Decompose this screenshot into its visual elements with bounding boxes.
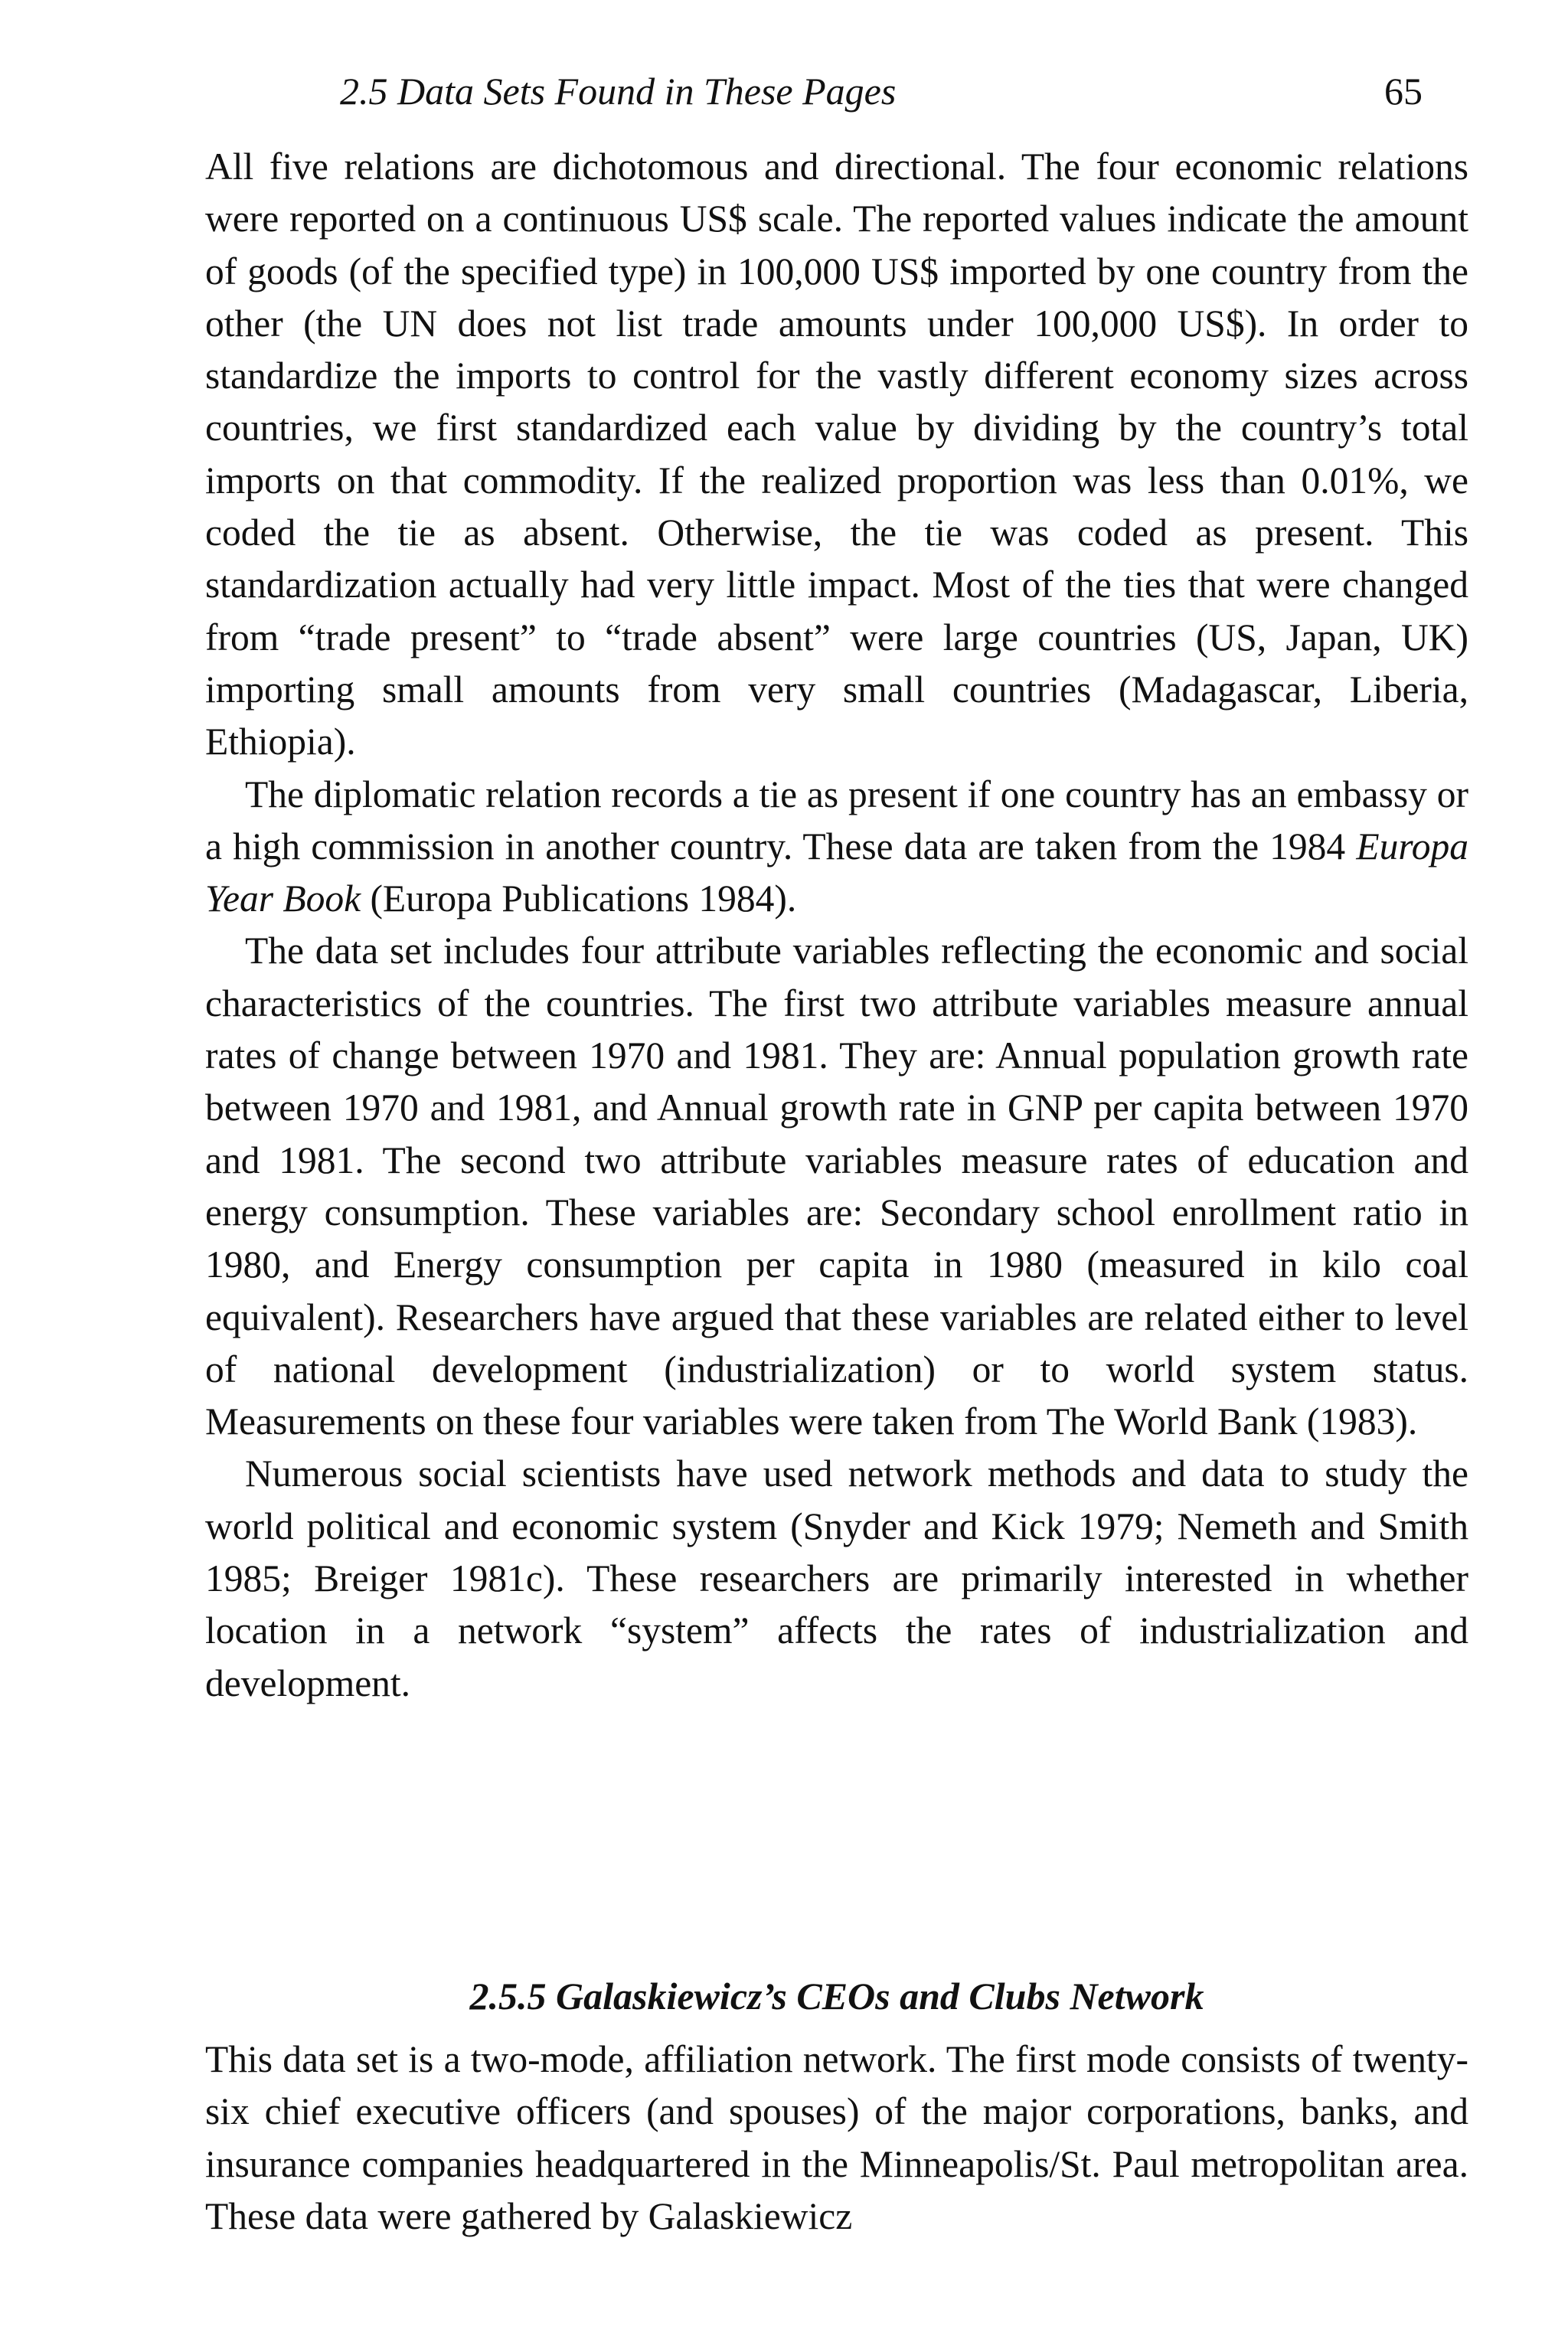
paragraph-ceos-clubs <box>205 2034 1468 2243</box>
paragraph-text: All five relations are dichotomous and directional. The four economic relations were reported on a continuous US$ scale. The reported values indicate the amount of goods (of the specified type) in 100,000 US$ imported by one country from the other (the UN does not list trade amounts under 100,000 US$). In order to standardize the imports to control for the vastly different economy sizes across countries, we first standardized each value by dividing by the country’s total imports on that commodity. If the realized proportion was less than 0.01%, we coded the tie as absent. Otherwise, the tie was coded as present. This standardization actually had very little impact. Most of the ties that were changed from “trade present” to “trade absent” were large countries (US, Japan, UK) importing small amounts from very small countries (Madagascar, Liberia, Ethiopia). <box>205 145 1468 763</box>
page-number: 65 <box>1384 70 1423 113</box>
paragraph-text: The data set includes four attribute variables reflecting the economic and social characteristics of the countries. The first two attribute variables measure annual rates of change between 1970 and 1981. They are: Annual population growth rate between 1970 and 1981, and Annual growth rate in GNP per capita between 1970 and 1981. The second two attribute variables measure rates of education and energy consumption. These variables are: Secondary school enrollment ratio in 1980, and Energy consumption per capita in 1980 (measured in kilo coal equivalent). Researchers have argued that these variables are related either to level of national development (industrialization) or to world system status. Measurements on these four variables were taken from The World Bank (1983). <box>205 929 1468 1443</box>
running-header <box>205 64 1452 118</box>
running-title: 2.5 Data Sets Found in These Pages <box>340 70 897 113</box>
paragraph-diplomatic-relation <box>205 769 1468 926</box>
section-heading: 2.5.5 Galaskiewicz’s CEOs and Clubs Network <box>469 1975 1204 2017</box>
paragraph-attribute-variables <box>205 925 1468 1448</box>
book-title-citation: Europa Year Book <box>205 825 1468 920</box>
paragraph-text: This data set is a two-mode, affiliation network. The first mode consists of twenty-six chief executive officers (and spouses) of the major corporations, banks, and insurance companies headquartered in the Minneapolis/St. Paul metropolitan area. These data were gathered by Galaskiewicz <box>205 2038 1468 2237</box>
section-body <box>205 2034 1468 2243</box>
paragraph-world-system <box>205 1448 1468 1709</box>
paragraph-text: Numerous social scientists have used network methods and data to study the world political and economic system (Snyder and Kick 1979; Nemeth and Smith 1985; Breiger 1981c). These researchers are primarily interested in whether location in a network “system” affects the rates of industrialization and development. <box>205 1452 1468 1704</box>
paragraph-text: The diplomatic relation records a tie as present if one country has an embassy or a high commission in another country. These data are taken from the 1984 <box>205 773 1468 867</box>
paragraph-trade-relations <box>205 141 1468 769</box>
paragraph-text: (Europa Publications 1984). <box>361 877 797 920</box>
body-text <box>205 141 1468 1710</box>
